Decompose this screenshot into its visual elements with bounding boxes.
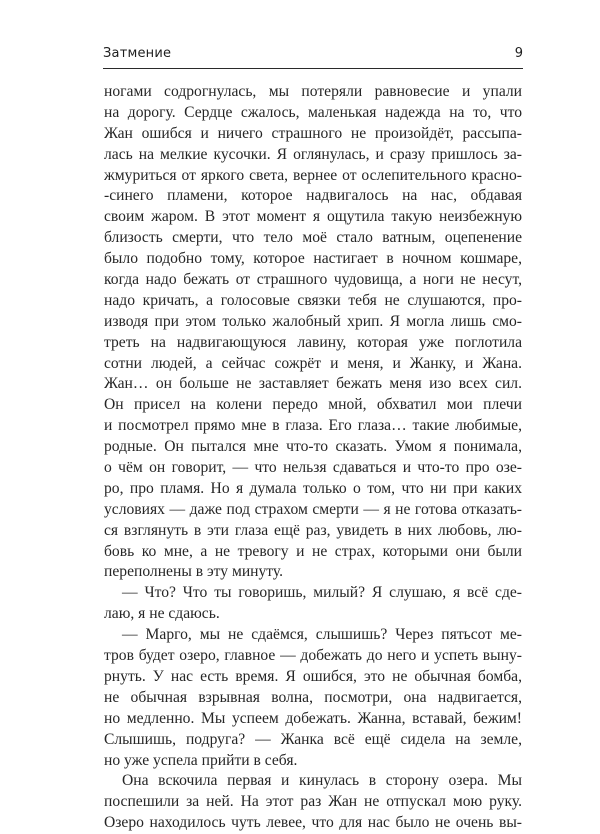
text-line: жмуриться от яркого света, вернее от ослепительного красно- — [104, 166, 522, 184]
header-rule — [103, 68, 523, 69]
chapter-title: Затмение — [103, 46, 172, 61]
text-line: сотни людей, а сейчас сожрёт и меня, и Жанку, и Жана. — [104, 354, 522, 372]
text-line: своим жаром. В этот момент я ощутила такую неизбежную — [104, 208, 522, 226]
text-line: на дорогу. Сердце сжалось, маленькая надежда на то, что — [104, 103, 522, 121]
text-line: и посмотрел прямо мне в глаза. Его глаза… такие любимые, — [104, 417, 522, 435]
text-line: но уже успела прийти в себя. — [104, 751, 298, 769]
text-line: бовь ко мне, а не тревогу и не страх, которыми они были — [104, 542, 522, 560]
text-line: ся взглянуть в эти глаза ещё раз, увидеть в них любовь, лю- — [104, 521, 522, 539]
text-line: изводя при этом только жалобный хрип. Я могла лишь смо- — [104, 312, 522, 330]
text-line: не обычная взрывная волна, посмотри, она надвигается, — [104, 688, 522, 706]
text-line: было подобно тому, которое настигает в ночном кошмаре, — [104, 250, 522, 268]
text-line: близость смерти, что тело моё стало ватным, оцепенение — [104, 229, 522, 247]
text-line: тров будет озеро, главное — добежать до него и успеть вынy- — [104, 647, 522, 665]
text-line: — Что? Что ты говоришь, милый? Я слушаю, я всё сде- — [122, 584, 522, 602]
text-line: лась на мелкие кусочки. Я оглянулась, и сразу пришлось за- — [104, 145, 522, 163]
text-line: ногами содрогнулась, мы потеряли равновесие и упали — [104, 83, 522, 100]
text-line: о чём он говорит, — что нельзя сдаваться и что-то про озе- — [104, 459, 522, 477]
text-line: Слышишь, подруга? — Жанка всё ещё сидела на земле, — [104, 730, 522, 748]
text-line: Она вскочила первая и кинулась в сторону озера. Мы — [122, 772, 522, 790]
text-line: ро, про пламя. Но я думала только о том, что ни при каких — [104, 479, 522, 497]
text-line: условиях — даже под страхом смерти — я не готова отказать- — [104, 500, 522, 518]
text-line: родные. Он пытался мне что-то сказать. Умом я понимала, — [104, 438, 522, 456]
page-number: 9 — [514, 46, 523, 61]
text-line: надо кричать, а голосовые связки тебя не слушаются, про- — [104, 291, 522, 309]
text-line: Жан ошибся и ничего страшного не произойдёт, рассыпа- — [104, 124, 522, 142]
text-line: рнуть. У нас есть время. Я ошибся, это не обычная бомба, — [104, 667, 522, 685]
text-line: Озеро находилось чуть левее, что для нас было не очень вы- — [104, 814, 522, 832]
text-line: поспешили за ней. На этот раз Жан не отпускал мою руку. — [104, 793, 522, 811]
text-line: но медленно. Мы успеем добежать. Жанна, вставай, бежим! — [104, 709, 522, 727]
text-line: Жан… он больше не заставляет бежать меня изо всех сил. — [104, 375, 522, 393]
text-line: переполнены в эту минуту. — [104, 563, 284, 581]
body-text — [104, 82, 522, 834]
text-line: — Марго, мы не сдаёмся, слышишь? Через пятьсот ме- — [122, 626, 522, 644]
text-line: -синего пламени, которое надвигалось на нас, обдавая — [104, 187, 522, 205]
running-header — [103, 46, 523, 68]
text-line: когда надо бежать от страшного чудовища, а ноги не несут, — [104, 271, 522, 289]
text-line: треть на надвигающуюся лавину, которая уже поглотила — [104, 333, 522, 351]
text-line: лаю, я не сдаюсь. — [104, 605, 220, 623]
text-line: Он присел на колени передо мной, обхватил мои плечи — [104, 396, 522, 414]
